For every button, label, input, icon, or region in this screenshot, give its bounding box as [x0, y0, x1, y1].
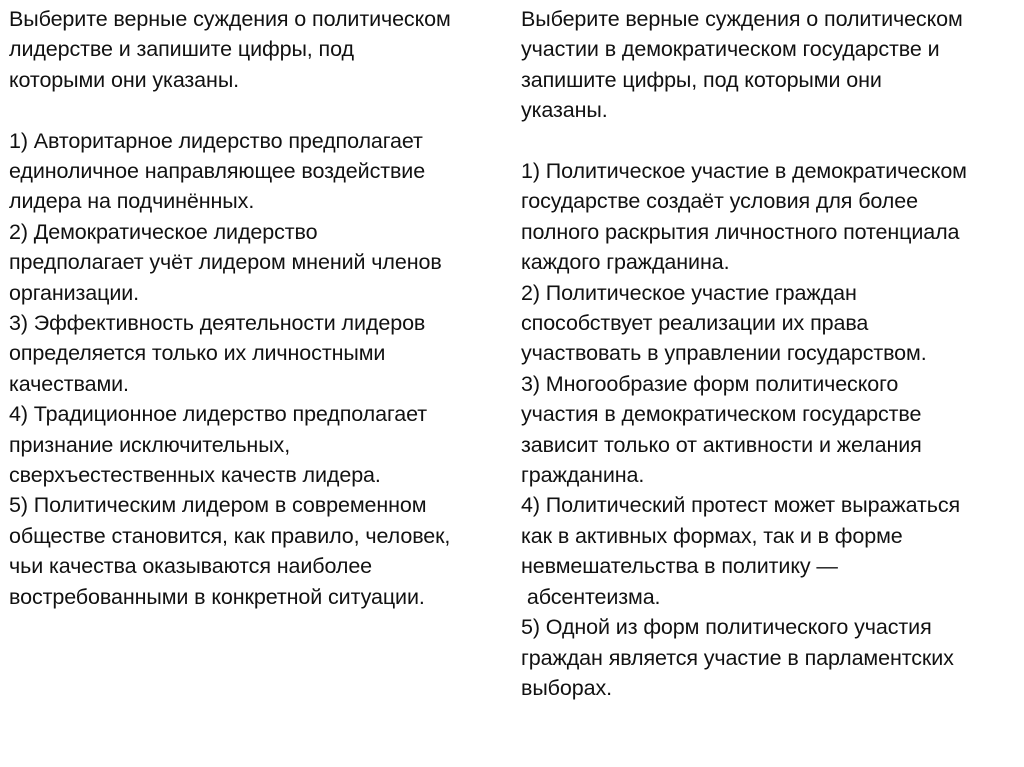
left-option-5: 5) Политическим лидером в современном обществе становится, как правило, человек, чьи качества оказываются наиболее востребованными в конкретной ситуации.	[9, 493, 451, 609]
right-question-prompt: Выберите верные суждения о политическом участии в демократическом государстве и запишите цифры, под которыми они указаны.	[521, 7, 963, 123]
left-spacer	[9, 95, 509, 125]
right-spacer	[521, 126, 1016, 156]
left-question-column	[9, 4, 509, 612]
left-option-2: 2) Демократическое лидерство предполагает учёт лидером мнений членов организации.	[9, 219, 442, 305]
right-option-4: 4) Политический протест может выражаться как в активных формах, так и в форме невмешательства в политику — абсентеизма.	[521, 493, 961, 609]
left-option-4: 4) Традиционное лидерство предполагает признание исключительных, сверхъестественных качеств лидера.	[9, 402, 428, 488]
right-option-3: 3) Многообразие форм политического участия в демократическом государстве зависит только от активности и желания гражданина.	[521, 371, 922, 488]
right-option-2: 2) Политическое участие граждан способствует реализации их права участвовать в управлении государством.	[521, 280, 927, 366]
right-option-5: 5) Одной из форм политического участия граждан является участие в парламентских выборах.	[521, 615, 954, 700]
right-question-column	[521, 4, 1016, 703]
left-option-1: 1) Авторитарное лидерство предполагает единоличное направляющее воздействие лидера на подчинённых.	[9, 128, 426, 214]
right-option-1: 1) Политическое участие в демократическом государстве создаёт условия для более полного раскрытия личностного потенциала каждого гражданина.	[521, 159, 967, 275]
left-option-3: 3) Эффективность деятельности лидеров определяется только их личностными качествами.	[9, 311, 426, 396]
left-question-prompt: Выберите верные суждения о политическом лидерстве и запишите цифры, под которыми они указаны.	[9, 7, 451, 92]
